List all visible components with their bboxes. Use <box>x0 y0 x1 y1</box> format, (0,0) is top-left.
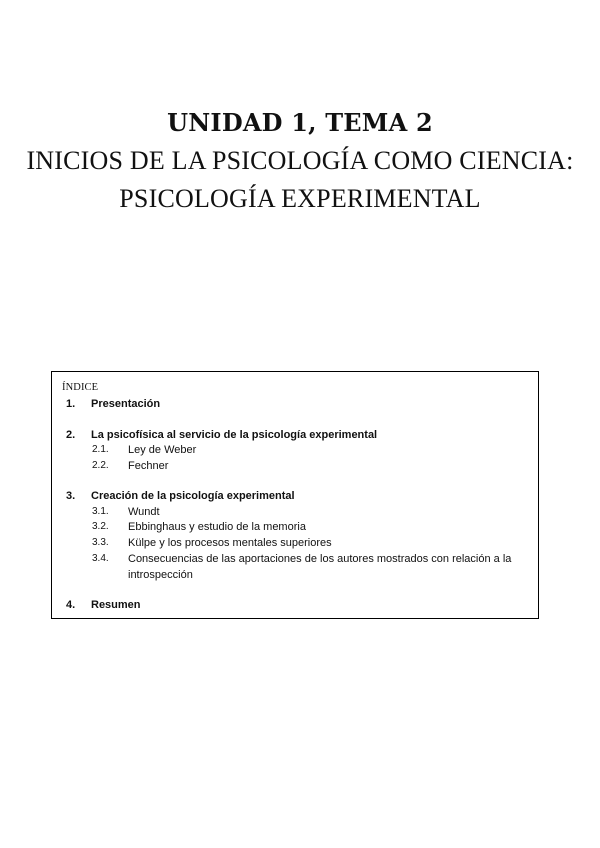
toc-subsection-label: Consecuencias de las aportaciones de los autores mostrados con relación a la introspección <box>128 553 512 581</box>
toc-section-number: 2. <box>66 429 76 441</box>
toc-section-label: Presentación <box>91 398 161 410</box>
toc-subsection-2-1 <box>52 442 538 458</box>
toc-subsection-2-2 <box>52 458 538 474</box>
toc-section-number: 3. <box>66 490 76 502</box>
toc-section-1 <box>52 396 538 412</box>
toc-subsection-label: Wundt <box>128 506 160 518</box>
toc-subsection-label: Ley de Weber <box>128 444 197 456</box>
document-header <box>0 104 600 218</box>
table-of-contents <box>51 371 539 619</box>
toc-subsection-number: 2.1. <box>92 444 109 455</box>
toc-subsection-3-4 <box>52 551 538 583</box>
toc-section-label: Creación de la psicología experimental <box>91 490 295 502</box>
toc-subsection-3-2 <box>52 519 538 535</box>
toc-subsection-label: Ebbinghaus y estudio de la memoria <box>128 521 306 533</box>
toc-subsection-number: 2.2. <box>92 460 109 471</box>
toc-subsection-3-3 <box>52 535 538 551</box>
toc-section-label: La psicofísica al servicio de la psicología experimental <box>91 429 378 441</box>
unit-title: UNIDAD 1, TEMA 2 <box>167 108 433 137</box>
toc-section-number: 4. <box>66 599 76 611</box>
toc-subsection-number: 3.4. <box>92 553 109 564</box>
toc-section-2 <box>52 427 538 443</box>
toc-subsection-number: 3.3. <box>92 537 109 548</box>
toc-section-4 <box>52 597 538 613</box>
toc-subsection-label: Fechner <box>128 460 169 472</box>
topic-title-line-1: INICIOS DE LA PSICOLOGÍA COMO CIENCIA: <box>26 146 574 175</box>
toc-subsection-label: Külpe y los procesos mentales superiores <box>128 537 332 549</box>
toc-subsection-3-1 <box>52 504 538 520</box>
toc-subsection-number: 3.2. <box>92 521 109 532</box>
toc-section-label: Resumen <box>91 599 141 611</box>
index-heading: ÍNDICE <box>62 382 99 393</box>
toc-section-number: 1. <box>66 398 76 410</box>
topic-title-line-2: PSICOLOGÍA EXPERIMENTAL <box>119 184 481 213</box>
toc-subsection-number: 3.1. <box>92 506 109 517</box>
toc-section-3 <box>52 488 538 504</box>
